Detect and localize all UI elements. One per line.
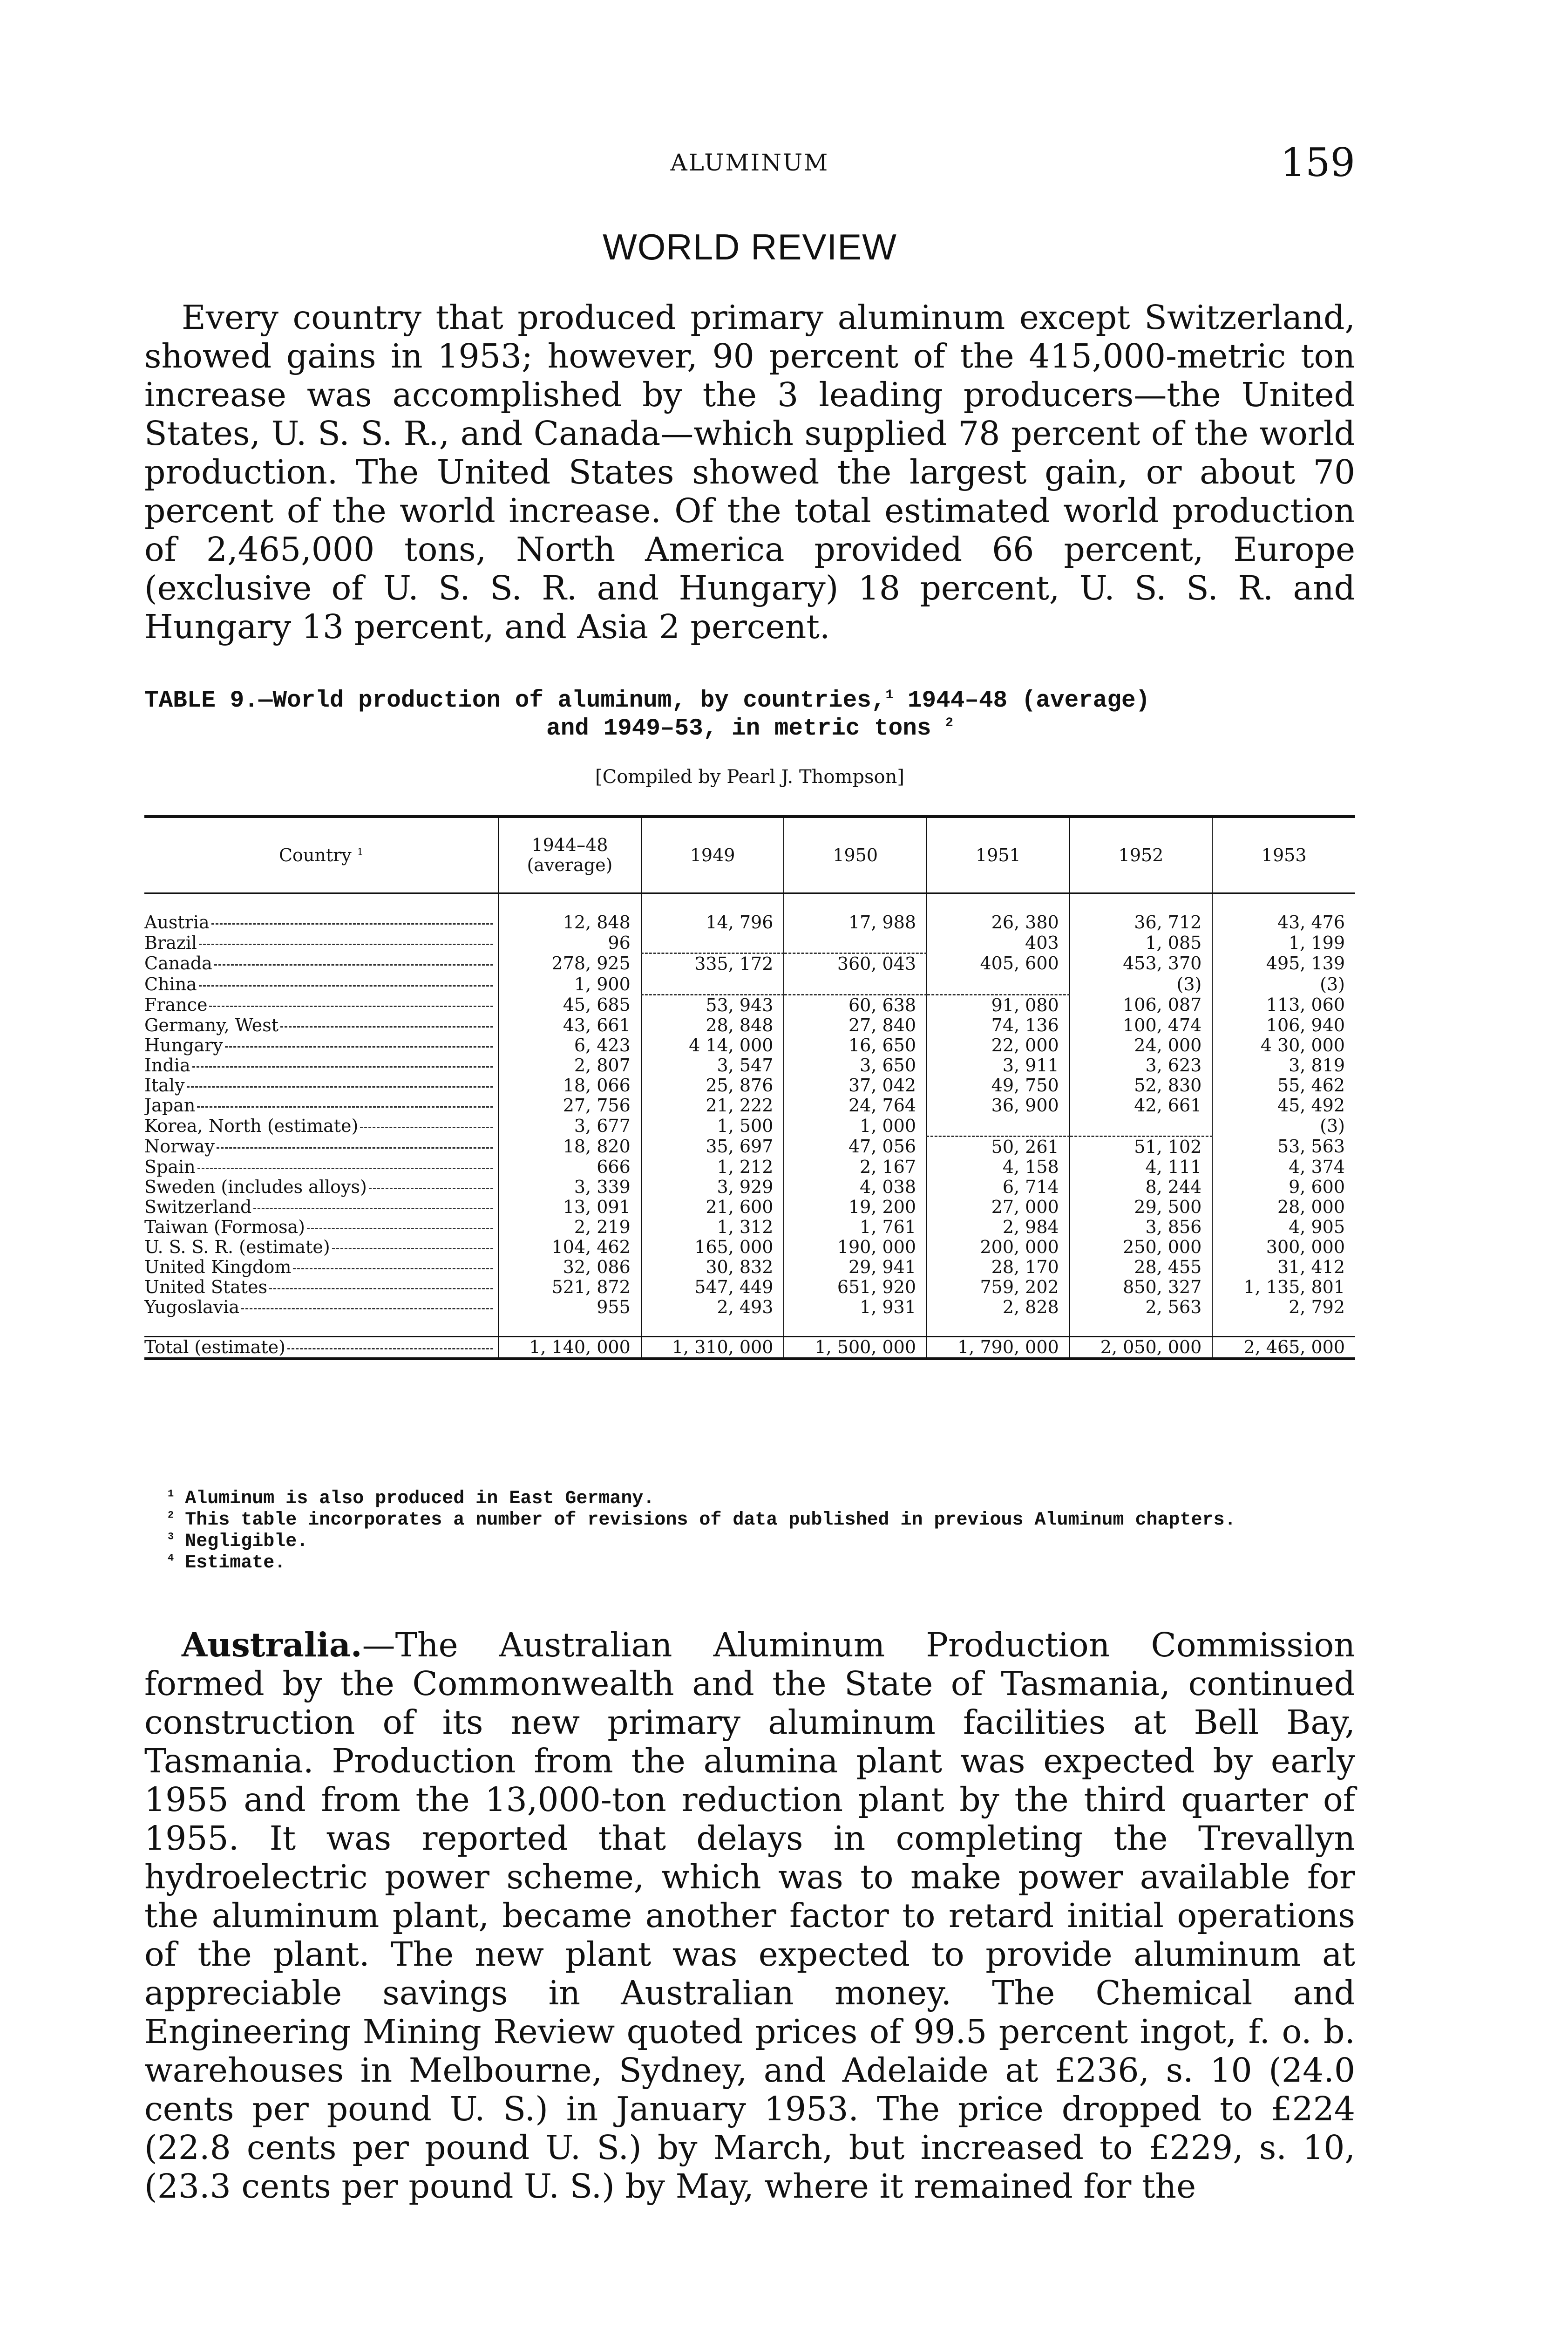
- value-cell: 36, 712: [1070, 913, 1213, 933]
- total-label: [144, 1337, 498, 1359]
- country-cell: [144, 913, 498, 933]
- country-name: Italy: [144, 1076, 185, 1096]
- country-name: Spain: [144, 1157, 196, 1177]
- table-spacer-row: [144, 1317, 1355, 1337]
- table-caption: [144, 687, 1355, 743]
- table-caption-line-2: [144, 715, 1355, 743]
- total-value-cell: 1, 140, 000: [498, 1337, 641, 1359]
- value-cell: 60, 638: [784, 995, 927, 1016]
- table-row: [144, 1137, 1355, 1158]
- leader-dots: [241, 1308, 493, 1309]
- value-cell: 47, 056: [784, 1137, 927, 1158]
- value-cell: 55, 462: [1212, 1076, 1355, 1096]
- leader-dots: [332, 1247, 493, 1249]
- country-cell: [144, 1237, 498, 1257]
- leader-dots: [369, 1187, 493, 1189]
- value-cell: 32, 086: [498, 1257, 641, 1277]
- country-name: Taiwan (Formosa): [144, 1217, 305, 1237]
- value-cell: 27, 756: [498, 1096, 641, 1116]
- leader-dots: [287, 1348, 493, 1349]
- footnote: [168, 1531, 1355, 1553]
- header-year: 1953: [1212, 817, 1355, 893]
- country-cell: [144, 1297, 498, 1317]
- total-value-cell: 1, 500, 000: [784, 1337, 927, 1359]
- footnote-mark: 4: [168, 1552, 174, 1564]
- value-cell: 74, 136: [927, 1015, 1070, 1035]
- caption-text-1: TABLE 9.—World production of aluminum, by countries,: [144, 688, 886, 714]
- footnote: [168, 1553, 1355, 1574]
- table-row: [144, 1237, 1355, 1257]
- total-value-cell: 2, 465, 000: [1212, 1337, 1355, 1359]
- value-cell: 53, 563: [1212, 1137, 1355, 1158]
- country-cell: [144, 1257, 498, 1277]
- header-country-label: Country: [278, 844, 357, 865]
- value-cell: 1, 900: [498, 974, 641, 995]
- value-cell: [784, 933, 927, 953]
- leader-dots: [209, 1005, 493, 1007]
- value-cell: 495, 139: [1212, 953, 1355, 974]
- value-cell: 16, 650: [784, 1035, 927, 1056]
- country-name: India: [144, 1056, 190, 1076]
- leader-dots: [197, 1106, 493, 1108]
- value-cell: 96: [498, 933, 641, 953]
- value-cell: 1, 931: [784, 1297, 927, 1317]
- value-cell: 28, 848: [641, 1015, 784, 1035]
- country-cell: [144, 1096, 498, 1116]
- value-cell: 24, 000: [1070, 1035, 1213, 1056]
- value-cell: 3, 623: [1070, 1056, 1213, 1076]
- value-cell: 1, 135, 801: [1212, 1277, 1355, 1297]
- value-cell: 13, 091: [498, 1197, 641, 1217]
- value-cell: 4, 905: [1212, 1217, 1355, 1237]
- country-name: Yugoslavia: [144, 1297, 240, 1317]
- country-name: Sweden (includes alloys): [144, 1177, 367, 1197]
- table-row: [144, 1096, 1355, 1116]
- section-title: WORLD REVIEW: [603, 226, 897, 267]
- value-cell: [641, 933, 784, 953]
- value-cell: 6, 714: [927, 1177, 1070, 1197]
- footnote-text: Estimate.: [174, 1553, 286, 1573]
- table-row: [144, 1056, 1355, 1076]
- value-cell: 335, 172: [641, 953, 784, 974]
- value-cell: 1, 199: [1212, 933, 1355, 953]
- value-cell: 49, 750: [927, 1076, 1070, 1096]
- footnote-mark: 1: [168, 1488, 174, 1500]
- value-cell: 43, 476: [1212, 913, 1355, 933]
- value-cell: 27, 000: [927, 1197, 1070, 1217]
- value-cell: 3, 819: [1212, 1056, 1355, 1076]
- value-cell: [784, 974, 927, 995]
- country-cell: [144, 1116, 498, 1137]
- value-cell: 22, 000: [927, 1035, 1070, 1056]
- country-name: Canada: [144, 953, 212, 974]
- leader-dots: [280, 1026, 493, 1028]
- value-cell: 29, 500: [1070, 1197, 1213, 1217]
- header-year: 1950: [784, 817, 927, 893]
- value-cell: 453, 370: [1070, 953, 1213, 974]
- leader-dots: [197, 1167, 493, 1169]
- value-cell: 2, 219: [498, 1217, 641, 1237]
- value-cell: 666: [498, 1157, 641, 1177]
- header-average-line-1: 1944–48: [531, 835, 608, 855]
- value-cell: 52, 830: [1070, 1076, 1213, 1096]
- value-cell: 1, 000: [784, 1116, 927, 1137]
- value-cell: 8, 244: [1070, 1177, 1213, 1197]
- value-cell: 24, 764: [784, 1096, 927, 1116]
- country-name: Switzerland: [144, 1197, 252, 1217]
- header-year: 1952: [1070, 817, 1213, 893]
- value-cell: 521, 872: [498, 1277, 641, 1297]
- value-cell: 31, 412: [1212, 1257, 1355, 1277]
- footnotes: [168, 1488, 1355, 1574]
- table-row: [144, 913, 1355, 933]
- leader-dots: [225, 1046, 493, 1048]
- table-header-row: [144, 817, 1355, 893]
- value-cell: (3): [1212, 1116, 1355, 1137]
- country-name: Austria: [144, 913, 210, 933]
- value-cell: 104, 462: [498, 1237, 641, 1257]
- value-cell: 106, 087: [1070, 995, 1213, 1016]
- value-cell: 36, 900: [927, 1096, 1070, 1116]
- australia-section: [144, 1626, 1355, 2206]
- caption-text-3: and 1949–53, in metric tons: [546, 715, 946, 742]
- value-cell: 250, 000: [1070, 1237, 1213, 1257]
- value-cell: 360, 043: [784, 953, 927, 974]
- value-cell: 29, 941: [784, 1257, 927, 1277]
- value-cell: (3): [1070, 974, 1213, 995]
- value-cell: 106, 940: [1212, 1015, 1355, 1035]
- country-cell: [144, 953, 498, 974]
- value-cell: [927, 974, 1070, 995]
- footnote-text: This table incorporates a number of revisions of data published in previous Aluminum chapters.: [174, 1510, 1236, 1531]
- table-caption-line-1: [144, 687, 1355, 715]
- value-cell: 43, 661: [498, 1015, 641, 1035]
- value-cell: 35, 697: [641, 1137, 784, 1158]
- value-cell: [641, 974, 784, 995]
- value-cell: 19, 200: [784, 1197, 927, 1217]
- table-row: [144, 1116, 1355, 1137]
- value-cell: [1070, 1116, 1213, 1137]
- table-row: [144, 1035, 1355, 1056]
- value-cell: 651, 920: [784, 1277, 927, 1297]
- australia-runin-heading: Australia.: [182, 1625, 362, 1664]
- total-row: [144, 1337, 1355, 1359]
- value-cell: 14, 796: [641, 913, 784, 933]
- footnote: [168, 1510, 1355, 1531]
- value-cell: 37, 042: [784, 1076, 927, 1096]
- value-cell: 25, 876: [641, 1076, 784, 1096]
- value-cell: 850, 327: [1070, 1277, 1213, 1297]
- value-cell: 4, 111: [1070, 1157, 1213, 1177]
- value-cell: 4, 038: [784, 1177, 927, 1197]
- page-number: 159: [1280, 140, 1355, 185]
- value-cell: 200, 000: [927, 1237, 1070, 1257]
- value-cell: 2, 563: [1070, 1297, 1213, 1317]
- country-name: U. S. S. R. (estimate): [144, 1237, 330, 1257]
- country-cell: [144, 1056, 498, 1076]
- country-cell: [144, 1015, 498, 1035]
- compiled-by-note: [Compiled by Pearl J. Thompson]: [595, 766, 904, 788]
- value-cell: 17, 988: [784, 913, 927, 933]
- leader-dots: [214, 964, 493, 966]
- country-name: United Kingdom: [144, 1257, 292, 1277]
- value-cell: 2, 493: [641, 1297, 784, 1317]
- running-title: ALUMINUM: [670, 149, 829, 176]
- leader-dots: [211, 923, 493, 925]
- leader-dots: [199, 985, 493, 987]
- leader-dots: [293, 1267, 493, 1269]
- country-cell: [144, 1157, 498, 1177]
- country-name: China: [144, 974, 197, 994]
- value-cell: 2, 807: [498, 1056, 641, 1076]
- value-cell: 42, 661: [1070, 1096, 1213, 1116]
- table-body: [144, 893, 1355, 1359]
- total-value-cell: 2, 050, 000: [1070, 1337, 1213, 1359]
- table-row: [144, 1177, 1355, 1197]
- value-cell: 1, 500: [641, 1116, 784, 1137]
- footnote-text: Negligible.: [174, 1531, 308, 1552]
- value-cell: 190, 000: [784, 1237, 927, 1257]
- running-head: [144, 140, 1355, 196]
- table-row: [144, 1197, 1355, 1217]
- value-cell: 26, 380: [927, 913, 1070, 933]
- value-cell: [927, 1116, 1070, 1137]
- country-cell: [144, 995, 498, 1016]
- value-cell: 547, 449: [641, 1277, 784, 1297]
- country-cell: [144, 974, 498, 995]
- table-row: [144, 1217, 1355, 1237]
- country-cell: [144, 1277, 498, 1297]
- value-cell: 405, 600: [927, 953, 1070, 974]
- value-cell: 955: [498, 1297, 641, 1317]
- caption-text-2: 1944–48 (average): [893, 688, 1150, 714]
- header-average-line-2: (average): [527, 855, 613, 875]
- value-cell: 4 30, 000: [1212, 1035, 1355, 1056]
- country-cell: [144, 1217, 498, 1237]
- australia-text: —The Australian Aluminum Production Commission formed by the Commonwealth and the State of Tasmania, continued construction of its new primary aluminum facilities at Bell Bay, Tasmania. Production from the alumina plant was expected by early 1955 and from the 13,000-ton reduction plant by the third quarter of 1955. It was reported that delays in completing the Trevallyn hydroelectric power scheme, which was to make power available for the aluminum plant, became another factor to retard initial operations of the plant. The new plant was expected to provide aluminum at appreciable savings in Australian money. The Chemical and Engineering Mining Review quoted prices of 99.5 percent ingot, f. o. b. warehouses in Melbourne, Sydney, and Adelaide at £236, s. 10 (24.0 cents per pound U. S.) in January 1953. The price dropped to £224 (22.8 cents per pound U. S.) by March, but increased to £229, s. 10, (23.3 cents per pound U. S.) by May, where it remained for the: [144, 1626, 1355, 2206]
- table-row: [144, 1076, 1355, 1096]
- value-cell: 21, 222: [641, 1096, 784, 1116]
- header-country-footnote-mark: 1: [357, 845, 364, 857]
- value-cell: 51, 102: [1070, 1137, 1213, 1158]
- table-row: [144, 953, 1355, 974]
- header-year: 1951: [927, 817, 1070, 893]
- value-cell: 1, 085: [1070, 933, 1213, 953]
- value-cell: 2, 984: [927, 1217, 1070, 1237]
- leader-dots: [360, 1126, 493, 1128]
- value-cell: 3, 677: [498, 1116, 641, 1137]
- value-cell: 1, 312: [641, 1217, 784, 1237]
- country-cell: [144, 933, 498, 953]
- australia-paragraph: [144, 1626, 1355, 2206]
- value-cell: 91, 080: [927, 995, 1070, 1016]
- value-cell: 3, 856: [1070, 1217, 1213, 1237]
- value-cell: 18, 066: [498, 1076, 641, 1096]
- footnote: [168, 1488, 1355, 1510]
- country-cell: [144, 1137, 498, 1158]
- country-name: Korea, North (estimate): [144, 1116, 359, 1136]
- value-cell: 21, 600: [641, 1197, 784, 1217]
- table-row: [144, 1297, 1355, 1317]
- table-row: [144, 1015, 1355, 1035]
- production-table-container: [144, 815, 1355, 1360]
- value-cell: 28, 000: [1212, 1197, 1355, 1217]
- value-cell: (3): [1212, 974, 1355, 995]
- value-cell: 28, 455: [1070, 1257, 1213, 1277]
- country-name: France: [144, 995, 208, 1015]
- total-value-cell: 1, 790, 000: [927, 1337, 1070, 1359]
- header-country: [144, 817, 498, 893]
- value-cell: 2, 828: [927, 1297, 1070, 1317]
- value-cell: 3, 650: [784, 1056, 927, 1076]
- country-name: Norway: [144, 1137, 215, 1157]
- value-cell: 4, 158: [927, 1157, 1070, 1177]
- country-name: Japan: [144, 1096, 196, 1116]
- leader-dots: [199, 943, 493, 945]
- value-cell: 3, 547: [641, 1056, 784, 1076]
- value-cell: 27, 840: [784, 1015, 927, 1035]
- value-cell: 28, 170: [927, 1257, 1070, 1277]
- header-year: 1949: [641, 817, 784, 893]
- leader-dots: [269, 1287, 493, 1289]
- footnote-mark: 3: [168, 1531, 174, 1543]
- value-cell: 3, 929: [641, 1177, 784, 1197]
- leader-dots: [253, 1207, 493, 1209]
- value-cell: 278, 925: [498, 953, 641, 974]
- value-cell: 9, 600: [1212, 1177, 1355, 1197]
- table-row: [144, 1257, 1355, 1277]
- value-cell: 30, 832: [641, 1257, 784, 1277]
- leader-dots: [307, 1227, 493, 1229]
- value-cell: 3, 339: [498, 1177, 641, 1197]
- value-cell: 50, 261: [927, 1137, 1070, 1158]
- value-cell: 3, 911: [927, 1056, 1070, 1076]
- header-average: [498, 817, 641, 893]
- table-row: [144, 1277, 1355, 1297]
- value-cell: 4 14, 000: [641, 1035, 784, 1056]
- footnote-mark: 2: [168, 1509, 174, 1521]
- value-cell: 18, 820: [498, 1137, 641, 1158]
- table-row: [144, 974, 1355, 995]
- value-cell: 165, 000: [641, 1237, 784, 1257]
- country-name: Brazil: [144, 933, 197, 953]
- value-cell: 45, 492: [1212, 1096, 1355, 1116]
- value-cell: 6, 423: [498, 1035, 641, 1056]
- intro-paragraph: Every country that produced primary aluminum except Switzerland, showed gains in 1953; however, 90 percent of the 415,000-metric ton increase was accomplished by the 3 leading producers—the United States, U. S. S. R., and Canada—which supplied 78 percent of the world production. The United States showed the largest gain, or about 70 percent of the world increase. Of the total estimated world production of 2,465,000 tons, North America provided 66 percent, Europe (exclusive of U. S. S. R. and Hungary) 18 percent, U. S. S. R. and Hungary 13 percent, and Asia 2 percent.: [144, 298, 1355, 646]
- caption-footnote-mark-2: 2: [945, 716, 953, 730]
- value-cell: 1, 761: [784, 1217, 927, 1237]
- country-cell: [144, 1197, 498, 1217]
- total-label-text: Total (estimate): [144, 1337, 285, 1357]
- value-cell: 1, 212: [641, 1157, 784, 1177]
- value-cell: 2, 167: [784, 1157, 927, 1177]
- country-name: Germany, West: [144, 1015, 278, 1035]
- value-cell: 759, 202: [927, 1277, 1070, 1297]
- country-cell: [144, 1177, 498, 1197]
- country-cell: [144, 1035, 498, 1056]
- footnote-text: Aluminum is also produced in East Germany.: [174, 1488, 655, 1509]
- table-spacer-row: [144, 893, 1355, 913]
- country-name: United States: [144, 1277, 268, 1297]
- value-cell: 4, 374: [1212, 1157, 1355, 1177]
- value-cell: 53, 943: [641, 995, 784, 1016]
- value-cell: 45, 685: [498, 995, 641, 1016]
- value-cell: 12, 848: [498, 913, 641, 933]
- table-row: [144, 933, 1355, 953]
- leader-dots: [192, 1066, 494, 1068]
- table-row: [144, 995, 1355, 1016]
- leader-dots: [187, 1086, 494, 1088]
- value-cell: 2, 792: [1212, 1297, 1355, 1317]
- value-cell: 100, 474: [1070, 1015, 1213, 1035]
- total-value-cell: 1, 310, 000: [641, 1337, 784, 1359]
- country-cell: [144, 1076, 498, 1096]
- intro-section: [144, 298, 1355, 646]
- value-cell: 300, 000: [1212, 1237, 1355, 1257]
- caption-footnote-mark-1: 1: [885, 688, 894, 702]
- table-row: [144, 1157, 1355, 1177]
- value-cell: 113, 060: [1212, 995, 1355, 1016]
- production-table: [144, 815, 1355, 1360]
- country-name: Hungary: [144, 1035, 223, 1056]
- leader-dots: [217, 1147, 493, 1149]
- value-cell: 403: [927, 933, 1070, 953]
